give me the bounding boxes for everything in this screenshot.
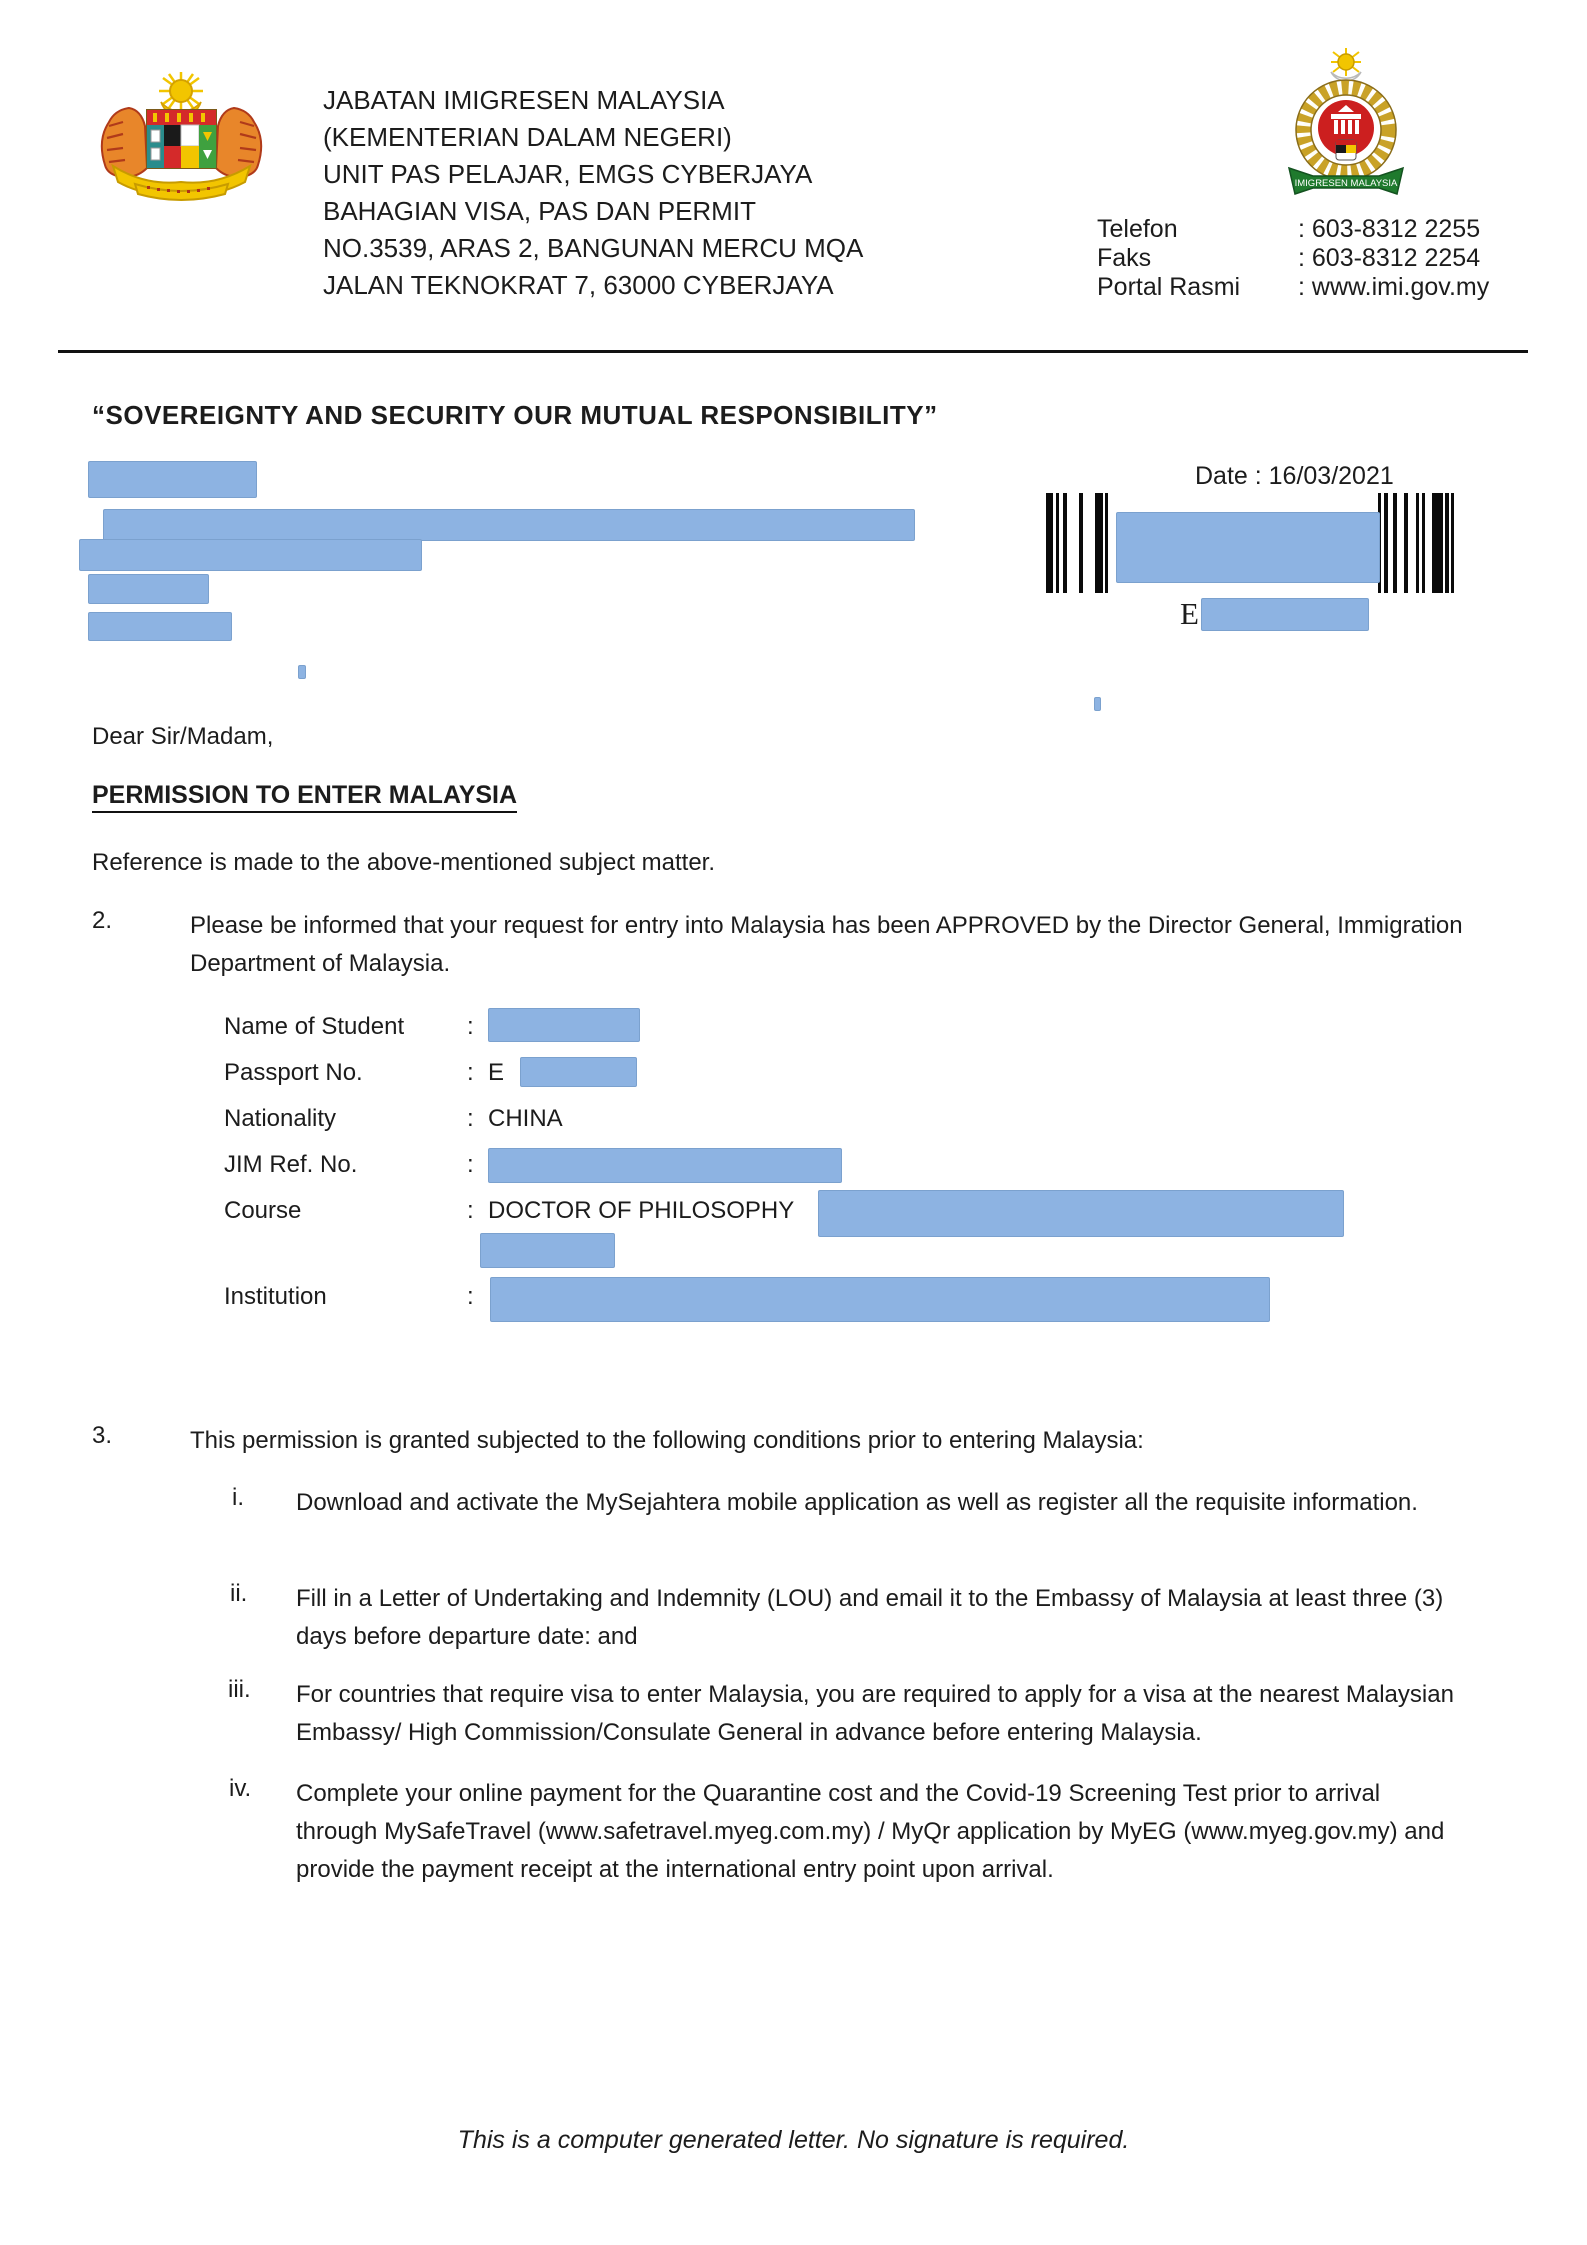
redaction-institution <box>490 1277 1270 1322</box>
malaysia-coat-of-arms-logo <box>95 70 268 203</box>
letterhead-address-block <box>323 82 863 304</box>
condition-text-iii: For countries that require visa to enter Malaysia, you are required to apply for a visa at the nearest Malaysian Embassy/ High Commission/Consulate General in advance before entering Malaysia. <box>296 1681 1454 1746</box>
contact-value-faks <box>1298 244 1480 273</box>
letterhead-divider <box>58 350 1528 353</box>
motto-text: “SOVEREIGNTY AND SECURITY OUR MUTUAL RESPONSIBILITY” <box>92 400 938 430</box>
paragraph-number-2: 2. <box>92 907 113 934</box>
address-line: (KEMENTERIAN DALAM NEGERI) <box>323 122 732 152</box>
contact-value: : 603-8312 2254 <box>1298 244 1481 272</box>
redaction-recipient-line-2 <box>103 509 915 541</box>
address-line: BAHAGIAN VISA, PAS DAN PERMIT <box>323 196 756 226</box>
detail-label-jim-ref: JIM Ref. No. <box>224 1151 358 1178</box>
barcode-left-segment <box>1046 493 1108 593</box>
redaction-recipient-line-1 <box>88 461 257 498</box>
redaction-barcode-number <box>1116 512 1380 583</box>
paragraph-3-text: This permission is granted subjected to the following conditions prior to entering Malaysia: <box>190 1427 1144 1454</box>
contact-value: : 603-8312 2255 <box>1298 215 1481 243</box>
redaction-passport-under-barcode <box>1201 598 1369 631</box>
computer-generated-note: This is a computer generated letter. No signature is required. <box>457 2126 1130 2154</box>
address-line: JABATAN IMIGRESEN MALAYSIA <box>323 85 725 115</box>
detail-colon: : <box>467 1197 474 1224</box>
address-line: JALAN TEKNOKRAT 7, 63000 CYBERJAYA <box>323 270 834 300</box>
detail-colon: : <box>467 1013 474 1040</box>
condition-numeral-ii: ii. <box>230 1580 248 1607</box>
detail-colon: : <box>467 1105 474 1132</box>
address-line: UNIT PAS PELAJAR, EMGS CYBERJAYA <box>323 159 813 189</box>
detail-label-nationality: Nationality <box>224 1105 337 1132</box>
detail-value-course: DOCTOR OF PHILOSOPHY <box>488 1197 795 1224</box>
redaction-student-name <box>488 1008 640 1042</box>
detail-value-passport-prefix: E <box>488 1059 505 1086</box>
paragraph-2-text: Please be informed that your request for entry into Malaysia has been APPROVED by the Director General, Immigration Department of Malaysia. <box>190 912 1463 977</box>
subject-text: PERMISSION TO ENTER MALAYSIA <box>92 781 517 813</box>
detail-colon: : <box>467 1151 474 1178</box>
svg-text:IMIGRESEN MALAYSIA: IMIGRESEN MALAYSIA <box>1294 178 1398 189</box>
redaction-recipient-line-4 <box>88 574 209 604</box>
redaction-passport-number <box>520 1057 637 1087</box>
contact-row-portal <box>1097 273 1240 302</box>
address-line: NO.3539, ARAS 2, BANGUNAN MERCU MQA <box>323 233 864 263</box>
passport-prefix-under-barcode: E <box>1180 596 1199 631</box>
condition-text-iv: Complete your online payment for the Quarantine cost and the Covid-19 Screening Test prior to arrival through MySafeTravel (www.safetravel.myeg.com.my) / MyQr application by MyEG (www.myeg.gov.my) and provide the payment receipt at the international entry point upon arrival. <box>296 1780 1445 1883</box>
detail-label-name: Name of Student <box>224 1013 405 1040</box>
condition-text-i: Download and activate the MySejahtera mobile application as well as register all the requisite information. <box>296 1489 1418 1516</box>
condition-text-ii: Fill in a Letter of Undertaking and Indemnity (LOU) and email it to the Embassy of Malaysia at least three (3) days before departure date: and <box>296 1585 1444 1650</box>
redaction-recipient-line-5 <box>88 612 232 641</box>
detail-colon: : <box>467 1283 474 1310</box>
letter-date: Date : 16/03/2021 <box>1195 462 1394 490</box>
contact-label: Portal Rasmi <box>1097 273 1241 301</box>
redaction-course-line-1 <box>818 1190 1344 1237</box>
reference-line: Reference is made to the above-mentioned subject matter. <box>92 849 716 876</box>
contact-row-faks <box>1097 244 1151 273</box>
contact-row-telefon <box>1097 215 1178 244</box>
detail-value-nationality: CHINA <box>488 1105 563 1132</box>
contact-value-telefon <box>1298 215 1480 244</box>
paragraph-number-3: 3. <box>92 1422 113 1449</box>
redaction-recipient-line-3 <box>79 539 422 571</box>
redaction-course-line-2 <box>480 1233 615 1268</box>
detail-label-institution: Institution <box>224 1283 327 1310</box>
detail-label-passport: Passport No. <box>224 1059 363 1086</box>
redaction-small-mark-left <box>298 665 306 679</box>
subject-heading <box>92 781 517 810</box>
redaction-jim-ref <box>488 1148 842 1183</box>
contact-value-portal <box>1298 273 1489 302</box>
condition-numeral-i: i. <box>232 1484 244 1511</box>
contact-label: Telefon <box>1097 215 1178 243</box>
contact-value: : www.imi.gov.my <box>1298 273 1490 301</box>
imigresen-malaysia-emblem-logo <box>1283 48 1409 210</box>
redaction-small-mark-right <box>1094 697 1101 711</box>
condition-numeral-iii: iii. <box>228 1676 251 1703</box>
detail-label-course: Course <box>224 1197 302 1224</box>
salutation: Dear Sir/Madam, <box>92 723 274 750</box>
condition-numeral-iv: iv. <box>229 1775 252 1802</box>
contact-label: Faks <box>1097 244 1152 272</box>
barcode-right-segment <box>1378 493 1454 593</box>
detail-colon: : <box>467 1059 474 1086</box>
